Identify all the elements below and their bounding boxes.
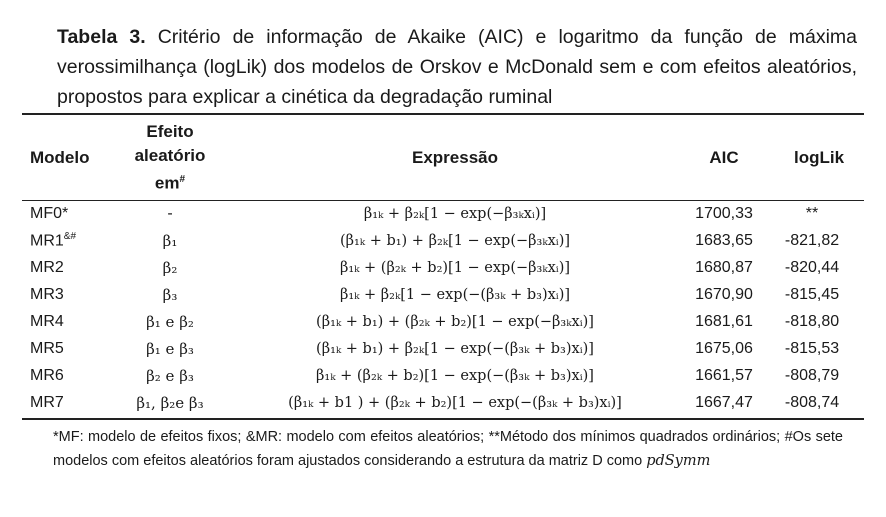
model-superscript: &# bbox=[63, 230, 77, 242]
table-row bbox=[22, 308, 864, 335]
table-row bbox=[22, 362, 864, 389]
model-name: MR2 bbox=[30, 258, 64, 276]
cell-random-effect: β₁ bbox=[162, 231, 178, 250]
cell-loglik: -818,80 bbox=[784, 312, 840, 330]
cell-loglik: -815,45 bbox=[784, 285, 840, 303]
header-row bbox=[22, 116, 864, 200]
model-name: MR3 bbox=[30, 285, 64, 303]
cell-loglik: -808,74 bbox=[784, 393, 840, 411]
cell-random-effect: β₁ e β₃ bbox=[146, 339, 194, 358]
header-random-sup: # bbox=[179, 174, 186, 186]
cell-expression: β₁ₖ + β₂ₖ[1 − exp(−(β₃ₖ + b₃)xᵢ)] bbox=[339, 286, 571, 303]
footnote-text: *MF: modelo de efeitos fixos; &MR: modelo com efeitos aleatórios; **Método dos mínimos quadrados ordinários; #Os sete modelos com efeitos aleatórios foram ajustados considerando a estrutura da matriz D como bbox=[53, 429, 843, 469]
cell-model bbox=[22, 281, 104, 308]
table-body bbox=[22, 200, 864, 416]
model-name: MR5 bbox=[30, 339, 64, 357]
caption-label: Tabela 3. bbox=[57, 26, 146, 48]
cell-random-effect: β₂ e β₃ bbox=[146, 366, 194, 385]
cell-loglik: ** bbox=[805, 204, 819, 222]
cell-model bbox=[22, 254, 104, 281]
table-row bbox=[22, 335, 864, 362]
cell-expression: (β₁ₖ + b₁) + β₂ₖ[1 − exp(−(β₃ₖ + b₃)xᵢ)] bbox=[316, 340, 594, 357]
cell-model bbox=[22, 227, 104, 254]
header-random-effect bbox=[104, 116, 236, 200]
header-model: Modelo bbox=[30, 148, 90, 167]
cell-loglik: -808,79 bbox=[784, 366, 840, 384]
cell-random-effect: β₁, β₂e β₃ bbox=[136, 393, 204, 412]
cell-expression: β₁ₖ + (β₂ₖ + b₂)[1 − exp(−(β₃ₖ + b₃)xᵢ)] bbox=[316, 367, 594, 384]
cell-aic: 1700,33 bbox=[695, 204, 753, 222]
bottom-rule bbox=[22, 418, 864, 420]
cell-random-effect: - bbox=[167, 204, 173, 222]
cell-expression: (β₁ₖ + b₁) + (β₂ₖ + b₂)[1 − exp(−β₃ₖxᵢ)] bbox=[316, 313, 594, 330]
cell-aic: 1680,87 bbox=[695, 258, 753, 276]
model-name: MF0* bbox=[30, 204, 69, 222]
footnote-matrix-name: pdSymm bbox=[646, 452, 711, 469]
cell-random-effect: β₂ bbox=[162, 258, 178, 277]
cell-random-effect: β₃ bbox=[162, 285, 178, 304]
cell-loglik: -821,82 bbox=[784, 231, 840, 249]
model-name: MR6 bbox=[30, 366, 64, 384]
caption-text: Critério de informação de Akaike (AIC) e logaritmo da função de máxima verossimilhança (logLik) dos modelos de Orskov e McDonald sem e com efeitos aleatórios, propostos para explicar a cinética da degradação ruminal bbox=[57, 26, 857, 108]
cell-model bbox=[22, 335, 104, 362]
cell-aic: 1667,47 bbox=[695, 393, 753, 411]
cell-expression: β₁ₖ + β₂ₖ[1 − exp(−β₃ₖxᵢ)] bbox=[363, 205, 547, 222]
header-loglik: logLik bbox=[793, 148, 845, 167]
header-expression: Expressão bbox=[412, 148, 498, 167]
cell-random-effect: β₁ e β₂ bbox=[146, 312, 194, 331]
model-name: MR7 bbox=[30, 393, 64, 411]
cell-loglik: -820,44 bbox=[784, 258, 840, 276]
header-aic: AIC bbox=[709, 148, 739, 167]
table-caption bbox=[57, 22, 857, 112]
cell-aic: 1675,06 bbox=[695, 339, 753, 357]
header-random-line2: aleatório bbox=[134, 146, 206, 166]
table-row bbox=[22, 389, 864, 416]
cell-expression: (β₁ₖ + b1 ) + (β₂ₖ + b₂)[1 − exp(−(β₃ₖ + b₃)xᵢ)] bbox=[288, 394, 622, 411]
cell-aic: 1683,65 bbox=[695, 231, 753, 249]
model-name: MR1 bbox=[30, 232, 64, 250]
table-footnote bbox=[53, 426, 843, 473]
header-random-line3: em bbox=[154, 173, 180, 193]
model-name: MR4 bbox=[30, 312, 64, 330]
table-row bbox=[22, 254, 864, 281]
cell-expression: β₁ₖ + (β₂ₖ + b₂)[1 − exp(−β₃ₖxᵢ)] bbox=[339, 259, 571, 276]
cell-model bbox=[22, 362, 104, 389]
cell-model bbox=[22, 389, 104, 416]
table-row bbox=[22, 281, 864, 308]
cell-aic: 1670,90 bbox=[695, 285, 753, 303]
results-table bbox=[22, 116, 864, 416]
cell-aic: 1661,57 bbox=[695, 366, 753, 384]
cell-aic: 1681,61 bbox=[695, 312, 753, 330]
cell-expression: (β₁ₖ + b₁) + β₂ₖ[1 − exp(−β₃ₖxᵢ)] bbox=[339, 232, 571, 249]
table-row bbox=[22, 200, 864, 227]
cell-model bbox=[22, 308, 104, 335]
top-rule bbox=[22, 113, 864, 115]
cell-model bbox=[22, 200, 104, 227]
header-random-line1: Efeito bbox=[146, 122, 194, 142]
table-row bbox=[22, 227, 864, 254]
cell-loglik: -815,53 bbox=[784, 339, 840, 357]
